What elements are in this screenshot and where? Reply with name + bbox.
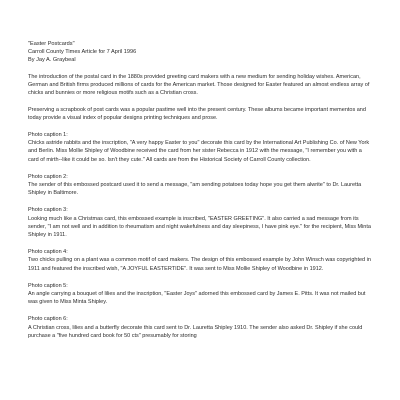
caption-text: The sender of this embossed postcard used it to send a message, "am sending potatoes today hope you get them alwrite" to Dr. Lauretta Shipley in Baltimore. — [28, 182, 362, 197]
publication-line: Carroll County Times Article for 7 April 1996 — [28, 49, 137, 55]
photo-caption-5 — [28, 282, 374, 307]
photo-caption-2 — [28, 173, 374, 198]
photo-caption-3 — [28, 206, 374, 239]
article-header — [28, 40, 374, 64]
intro-paragraph: The introduction of the postal card in the 1880s provided greeting card makers with a new medium for sending holiday wishes. American, German and British firms produced millions of cards for the American market. Those designed for Easter featured an almost endless array of chicks and bunnies or more religious motifs such as a Christian cross. — [28, 74, 370, 97]
byline: By Jay A. Graybeal — [28, 57, 76, 63]
caption-title: Photo caption 2: — [28, 173, 68, 180]
photo-caption-6 — [28, 315, 374, 340]
caption-text: Looking much like a Christmas card, this embossed example is inscribed, "EASTER GREETING". It also carried a sad message from its sender, "I am not well and in addition to rheumatism and night wakefulness and day sleepiness, I have pink eye." for the recipient, Miss Minta Shipley in 1911. — [28, 215, 371, 239]
caption-title: Photo caption 6: — [28, 316, 68, 323]
caption-title: Photo caption 5: — [28, 282, 68, 289]
photo-caption-4 — [28, 248, 374, 273]
photo-caption-1 — [28, 131, 374, 164]
caption-text: A Christian cross, lilies and a butterfly decorate this card sent to Dr. Lauretta Shipley 1910. The sender also asked Dr. Shipley if she could purchase a "five hundred card book for 50 cts" presumably for storing — [28, 324, 363, 339]
article-title: "Easter Postcards" — [28, 41, 75, 47]
caption-text: Chicks astride rabbits and the inscription, "A very happy Easter to you" decorate this card by the International Art Publishing Co. of New York and Berlin. Miss Mollie Shipley of Woodbine received the card from her sister Rebecca in 1912 with the message, "I remember you with a card of mirth--like it could be so. Isn't they cute." All cards are from the Historical Society of Carroll County collection. — [28, 140, 370, 163]
caption-title: Photo caption 1: — [28, 132, 68, 139]
caption-text: An angle carrying a bouquet of lilies and the inscription, "Easter Joys" adorned this embossed card by James E. Pitts. It was not mailed but was given to Miss Minta Shipley. — [28, 291, 366, 306]
caption-title: Photo caption 3: — [28, 207, 68, 214]
caption-text: Two chicks pulling on a plant was a common motif of card makers. The design of this embossed example by John Winsch was copyrighted in 1911 and featured the inscribed wish, "A JOYFUL EASTERTIDE". It was sent to Miss Mollie Shipley of Woodbine in 1912. — [28, 257, 371, 272]
preserving-paragraph: Preserving a scrapbook of post cards was a popular pastime well into the present century. These albums became important mementos and today provide a visual index of popular designs printing techniques and prose. — [28, 106, 366, 121]
caption-title: Photo caption 4: — [28, 249, 68, 256]
